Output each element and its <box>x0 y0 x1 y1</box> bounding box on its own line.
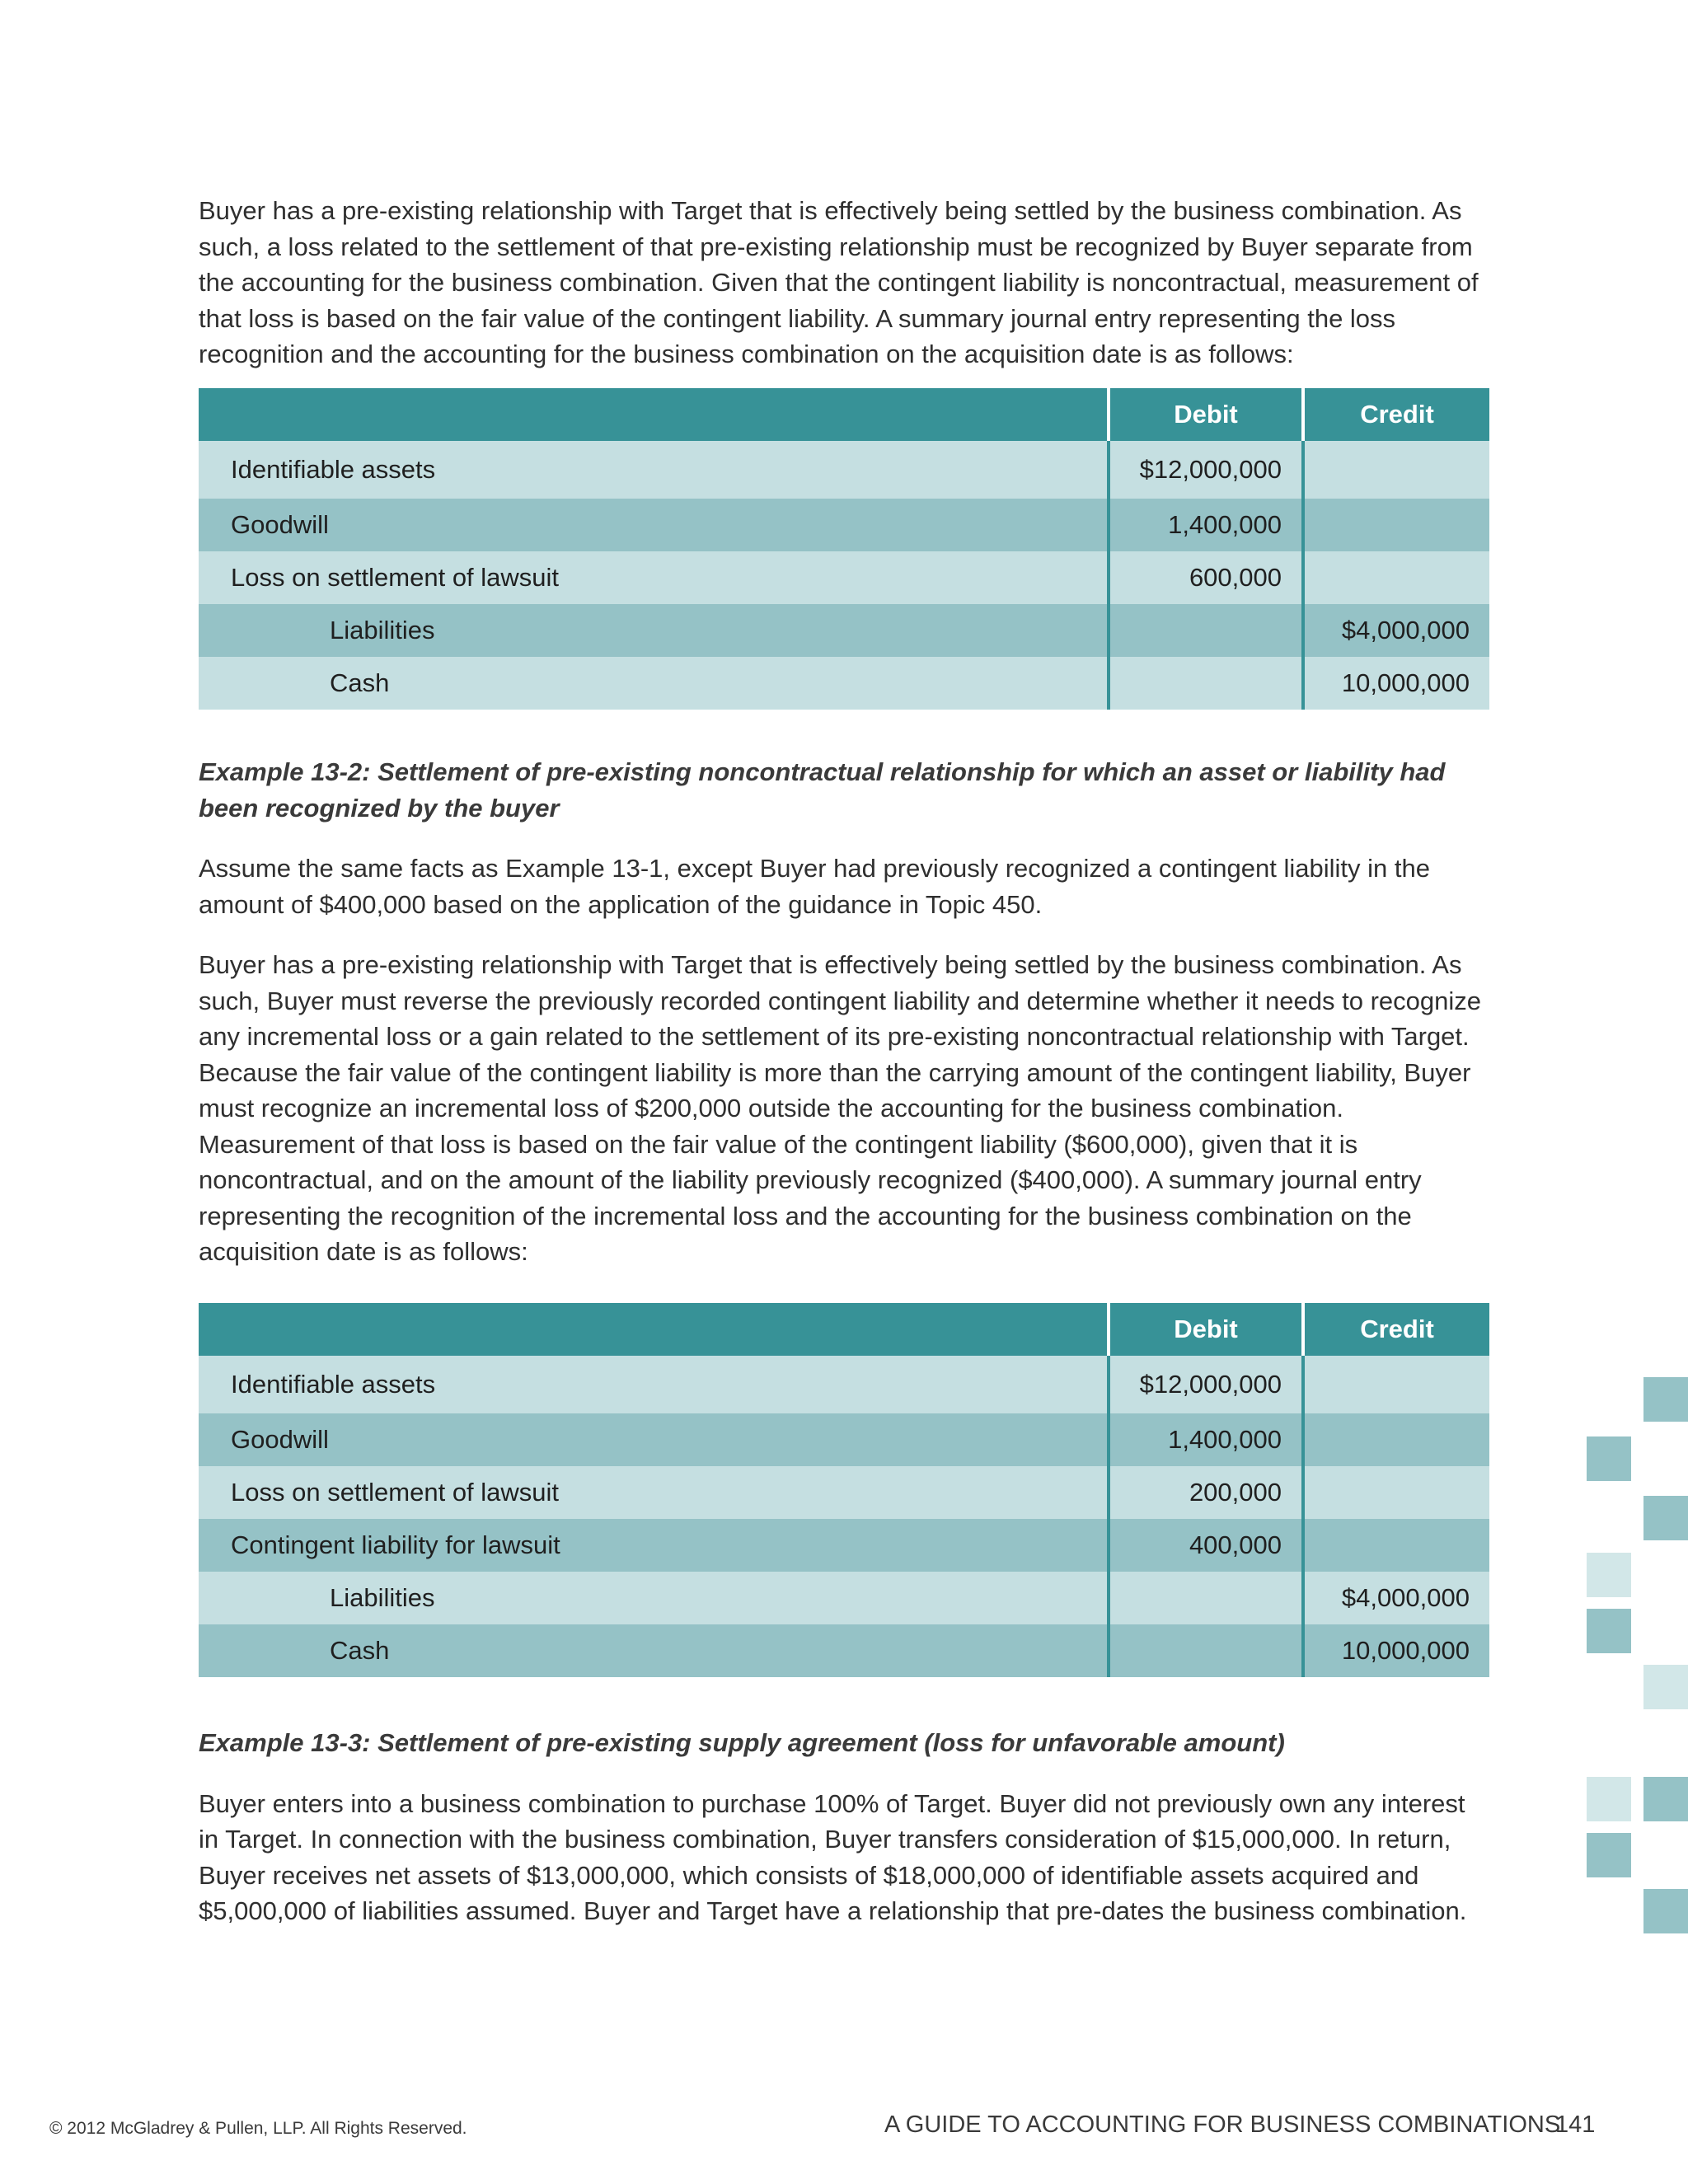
paragraph-incremental-loss: Buyer has a pre-existing relationship with Target that is effectively being settled by the business combination. As such, Buyer must reverse the previously recorded contingent liability and determine whether it needs to recognize any incremental loss or a gain related to the settlement of its pre-existing noncontractual relationship with Target. Because the fair value of the contingent liability is more than the carrying amount of the contingent liability, Buyer must recognize an incremental loss of $200,000 outside the accounting for the business combination. Measurement of that loss is based on the fair value of the contingent liability ($600,000), given that it is noncontractual, and on the amount of the liability previously recognized ($400,000). A summary journal entry representing the recognition of the incremental loss and the accounting for the business combination on the acquisition date is as follows: <box>199 950 1481 1266</box>
credit-amount: 10,000,000 <box>1303 657 1489 710</box>
table-row <box>199 1572 1489 1624</box>
paragraph-supply-agreement: Buyer enters into a business combination to purchase 100% of Target. Buyer did not previously own any interest in Target. In connection with the business combination, Buyer transfers consideration of $15,000,000. In return, Buyer receives net assets of $13,000,000, which consists of $18,000,000 of identifiable assets acquired and $5,000,000 of liabilities assumed. Buyer and Target have a relationship that pre-dates the business combination. <box>199 1788 1467 1925</box>
debit-amount: 200,000 <box>1109 1466 1303 1519</box>
example-13-3-block <box>199 1725 1489 1929</box>
table-header-row <box>199 388 1489 441</box>
header-account <box>199 388 1109 441</box>
decorative-square <box>1643 1377 1688 1422</box>
table-row <box>199 1624 1489 1677</box>
table-row <box>199 1356 1489 1413</box>
credit-amount: 10,000,000 <box>1303 1624 1489 1677</box>
decorative-square <box>1643 1665 1688 1709</box>
table-row <box>199 1413 1489 1466</box>
table-header-row <box>199 1303 1489 1356</box>
debit-amount: 1,400,000 <box>1109 499 1303 551</box>
credit-amount <box>1303 499 1489 551</box>
paragraph-same-facts: Assume the same facts as Example 13-1, except Buyer had previously recognized a contingent liability in the amount of $400,000 based on the application of the guidance in Topic 450. <box>199 854 1430 919</box>
account-name: Loss on settlement of lawsuit <box>199 1466 1109 1519</box>
account-name: Identifiable assets <box>199 1356 1109 1413</box>
credit-amount: $4,000,000 <box>1303 604 1489 657</box>
credit-amount: $4,000,000 <box>1303 1572 1489 1624</box>
header-debit: Debit <box>1109 1303 1303 1356</box>
account-name: Liabilities <box>199 1572 1109 1624</box>
paragraph-settlement-loss: Buyer has a pre-existing relationship with Target that is effectively being settled by the business combination. As such, a loss related to the settlement of that pre-existing relationship must be recognized by Buyer separate from the accounting for the business combination. Given that the contingent liability is noncontractual, measurement of that loss is based on the fair value of the contingent liability. A summary journal entry representing the loss recognition and the accounting for the business combination on the acquisition date is as follows: <box>199 196 1479 368</box>
decorative-square <box>1643 1889 1688 1933</box>
decorative-square <box>1643 1496 1688 1540</box>
table-row <box>199 1466 1489 1519</box>
account-name: Loss on settlement of lawsuit <box>199 551 1109 604</box>
table-row <box>199 1519 1489 1572</box>
debit-amount: 600,000 <box>1109 551 1303 604</box>
decorative-square <box>1587 1833 1631 1877</box>
journal-entry-table-2 <box>199 1303 1489 1677</box>
table-row <box>199 441 1489 499</box>
example-13-2-title: Example 13-2: Settlement of pre-existing noncontractual relationship for which an asset or liability had been recognized by the buyer <box>199 757 1446 823</box>
debit-amount <box>1109 1572 1303 1624</box>
credit-amount <box>1303 1356 1489 1413</box>
decorative-square <box>1587 1609 1631 1653</box>
account-name: Cash <box>199 657 1109 710</box>
decorative-square <box>1587 1777 1631 1821</box>
account-name: Identifiable assets <box>199 441 1109 499</box>
header-account <box>199 1303 1109 1356</box>
page-number: 141 <box>1555 2111 1596 2138</box>
intro-paragraph-block <box>199 193 1489 373</box>
account-name: Liabilities <box>199 604 1109 657</box>
debit-amount <box>1109 657 1303 710</box>
debit-amount <box>1109 1624 1303 1677</box>
header-debit: Debit <box>1109 388 1303 441</box>
debit-amount: 1,400,000 <box>1109 1413 1303 1466</box>
credit-amount <box>1303 551 1489 604</box>
credit-amount <box>1303 441 1489 499</box>
debit-amount: $12,000,000 <box>1109 1356 1303 1413</box>
table-row <box>199 657 1489 710</box>
header-credit: Credit <box>1303 388 1489 441</box>
debit-amount <box>1109 604 1303 657</box>
table-row <box>199 499 1489 551</box>
account-name: Goodwill <box>199 499 1109 551</box>
debit-amount: $12,000,000 <box>1109 441 1303 499</box>
footer-copyright: © 2012 McGladrey & Pullen, LLP. All Rights Reserved. <box>49 2119 467 2138</box>
table-row <box>199 604 1489 657</box>
example-13-2-block <box>199 754 1489 1270</box>
account-name: Cash <box>199 1624 1109 1677</box>
credit-amount <box>1303 1466 1489 1519</box>
account-name: Contingent liability for lawsuit <box>199 1519 1109 1572</box>
table-row <box>199 551 1489 604</box>
decorative-square <box>1587 1553 1631 1597</box>
footer-title: A GUIDE TO ACCOUNTING FOR BUSINESS COMBINATIONS <box>884 2111 1561 2138</box>
header-credit: Credit <box>1303 1303 1489 1356</box>
credit-amount <box>1303 1519 1489 1572</box>
example-13-3-title: Example 13-3: Settlement of pre-existing supply agreement (loss for unfavorable amount) <box>199 1728 1285 1757</box>
decorative-square <box>1587 1436 1631 1481</box>
account-name: Goodwill <box>199 1413 1109 1466</box>
debit-amount: 400,000 <box>1109 1519 1303 1572</box>
journal-entry-table-1 <box>199 388 1489 710</box>
credit-amount <box>1303 1413 1489 1466</box>
decorative-square <box>1643 1777 1688 1821</box>
